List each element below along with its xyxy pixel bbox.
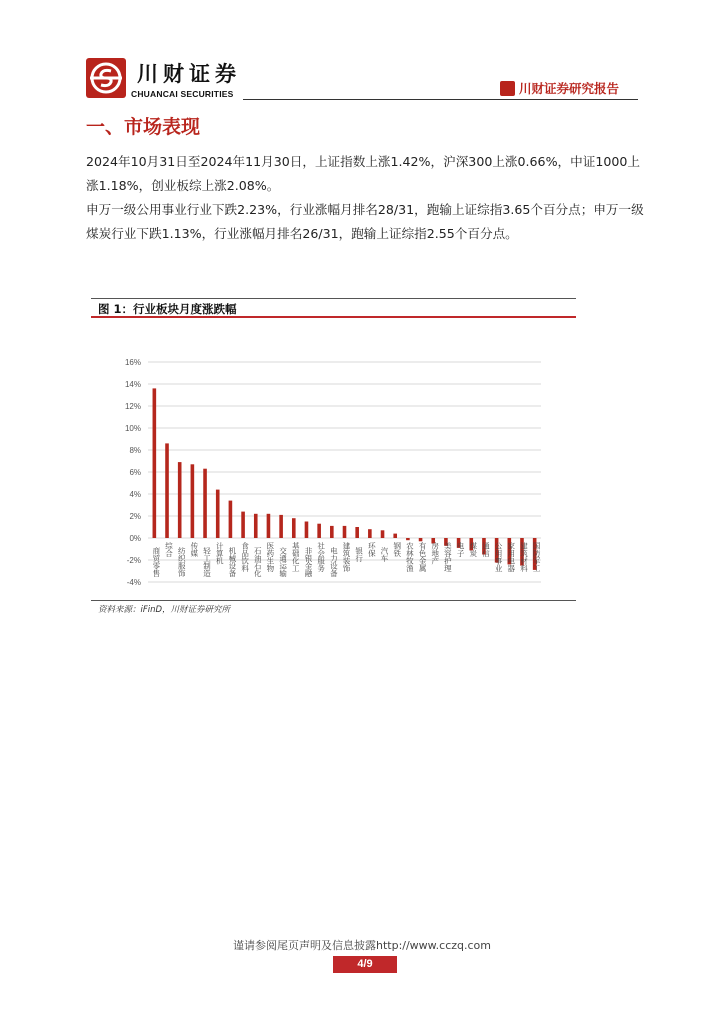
y-tick-label: 6% (129, 468, 141, 477)
x-tick-label: 家用电器 (506, 542, 516, 572)
company-logo (86, 58, 126, 98)
mini-logo-icon (500, 81, 515, 96)
x-tick-label: 社会服务 (316, 542, 326, 572)
x-tick-label: 计算机 (215, 542, 225, 565)
x-tick-label: 美容护理 (443, 542, 453, 572)
bar (229, 501, 233, 538)
x-tick-label: 农林牧渔 (405, 542, 415, 572)
x-tick-label: 汽车 (380, 547, 390, 562)
y-tick-label: 16% (124, 358, 141, 367)
figure-bottom-rule (91, 600, 576, 601)
section-title: 一、市场表现 (86, 116, 201, 138)
y-tick-label: 14% (124, 380, 141, 389)
x-tick-label: 医药生物 (265, 542, 275, 572)
x-tick-label: 电力设备 (329, 547, 339, 577)
x-tick-label: 交通运输 (278, 547, 288, 577)
bar (317, 524, 321, 538)
x-tick-label: 建筑装饰 (342, 542, 351, 572)
x-tick-label: 机械设备 (227, 547, 237, 577)
industry-monthly-change-chart (91, 320, 576, 598)
y-tick-label: 0% (129, 534, 141, 543)
bar (153, 388, 157, 538)
bar (241, 512, 245, 538)
paragraph-industry-performance: 申万一级公用事业行业下跌2.23%，行业涨幅月排名28/31，跑输上证综指3.65个百分点；申万一级煤炭行业下跌1.13%，行业涨幅月排名26/31，跑输上证综指2.55个百分点。 (86, 202, 644, 241)
company-name-en: CHUANCAI SECURITIES (131, 89, 234, 99)
bar (343, 526, 347, 538)
page-number: 4/9 (333, 956, 397, 973)
y-tick-label: -2% (126, 556, 141, 565)
x-tick-label: 煤炭 (468, 542, 478, 557)
x-tick-label: 商贸零售 (151, 547, 161, 577)
y-tick-label: 10% (124, 424, 141, 433)
report-label (500, 79, 619, 97)
bar (368, 529, 372, 538)
x-tick-label: 非银金融 (303, 547, 313, 577)
report-label-text: 川财证券研究报告 (519, 81, 620, 96)
figure-title: 图 1：行业板块月度涨跌幅 (98, 302, 237, 316)
bar (178, 462, 182, 538)
footer-disclaimer: 谨请参阅尾页声明及信息披露http://www.cczq.com (232, 939, 491, 952)
figure-title-rule (91, 316, 576, 318)
x-tick-label: 综合 (164, 542, 174, 557)
x-tick-label: 基础化工 (291, 542, 301, 572)
x-tick-label: 传媒 (189, 542, 199, 557)
paragraph-market-indices: 2024年10月31日至2024年11月30日，上证指数上涨1.42%，沪深300上涨0.66%，中证1000上涨1.18%，创业板综上涨2.08%。 (86, 154, 640, 193)
x-tick-label: 钢铁 (392, 542, 402, 557)
bar (191, 464, 195, 538)
x-tick-label: 房地产 (430, 542, 440, 565)
bar (165, 443, 169, 538)
bar (216, 490, 220, 538)
bar (279, 515, 283, 538)
y-tick-label: 12% (124, 402, 141, 411)
x-tick-label: 纺织服饰 (177, 547, 187, 577)
x-tick-label: 石油石化 (253, 547, 263, 577)
bar (355, 527, 359, 538)
y-tick-label: 2% (129, 512, 141, 521)
x-tick-label: 建筑材料 (519, 542, 529, 572)
x-tick-label: 银行 (354, 547, 364, 562)
bar (330, 526, 334, 538)
logo-emblem-icon (86, 58, 126, 98)
company-name-cn: 川财证券 (137, 62, 241, 86)
figure-top-rule (91, 298, 576, 299)
x-tick-label: 国防军工 (532, 542, 542, 572)
x-tick-label: 电子 (456, 542, 466, 557)
y-tick-label: 4% (129, 490, 141, 499)
bar (419, 538, 423, 541)
bar (305, 522, 309, 539)
bar (292, 518, 296, 538)
x-tick-label: 环保 (367, 542, 377, 557)
bar (393, 534, 397, 538)
x-tick-label: 公用事业 (494, 542, 504, 572)
x-tick-label: 有色金属 (418, 542, 428, 572)
header-divider (243, 99, 638, 100)
bar (267, 514, 271, 538)
bar (381, 530, 385, 538)
x-tick-label: 轻工制造 (202, 547, 212, 577)
y-tick-label: 8% (129, 446, 141, 455)
x-tick-label: 通信 (481, 542, 491, 557)
bar (203, 469, 207, 538)
bar (406, 538, 410, 540)
figure-source: 资料来源：iFinD，川财证券研究所 (98, 605, 231, 615)
y-tick-label: -4% (126, 578, 141, 587)
x-tick-label: 食品饮料 (240, 542, 250, 572)
bar (254, 514, 258, 538)
